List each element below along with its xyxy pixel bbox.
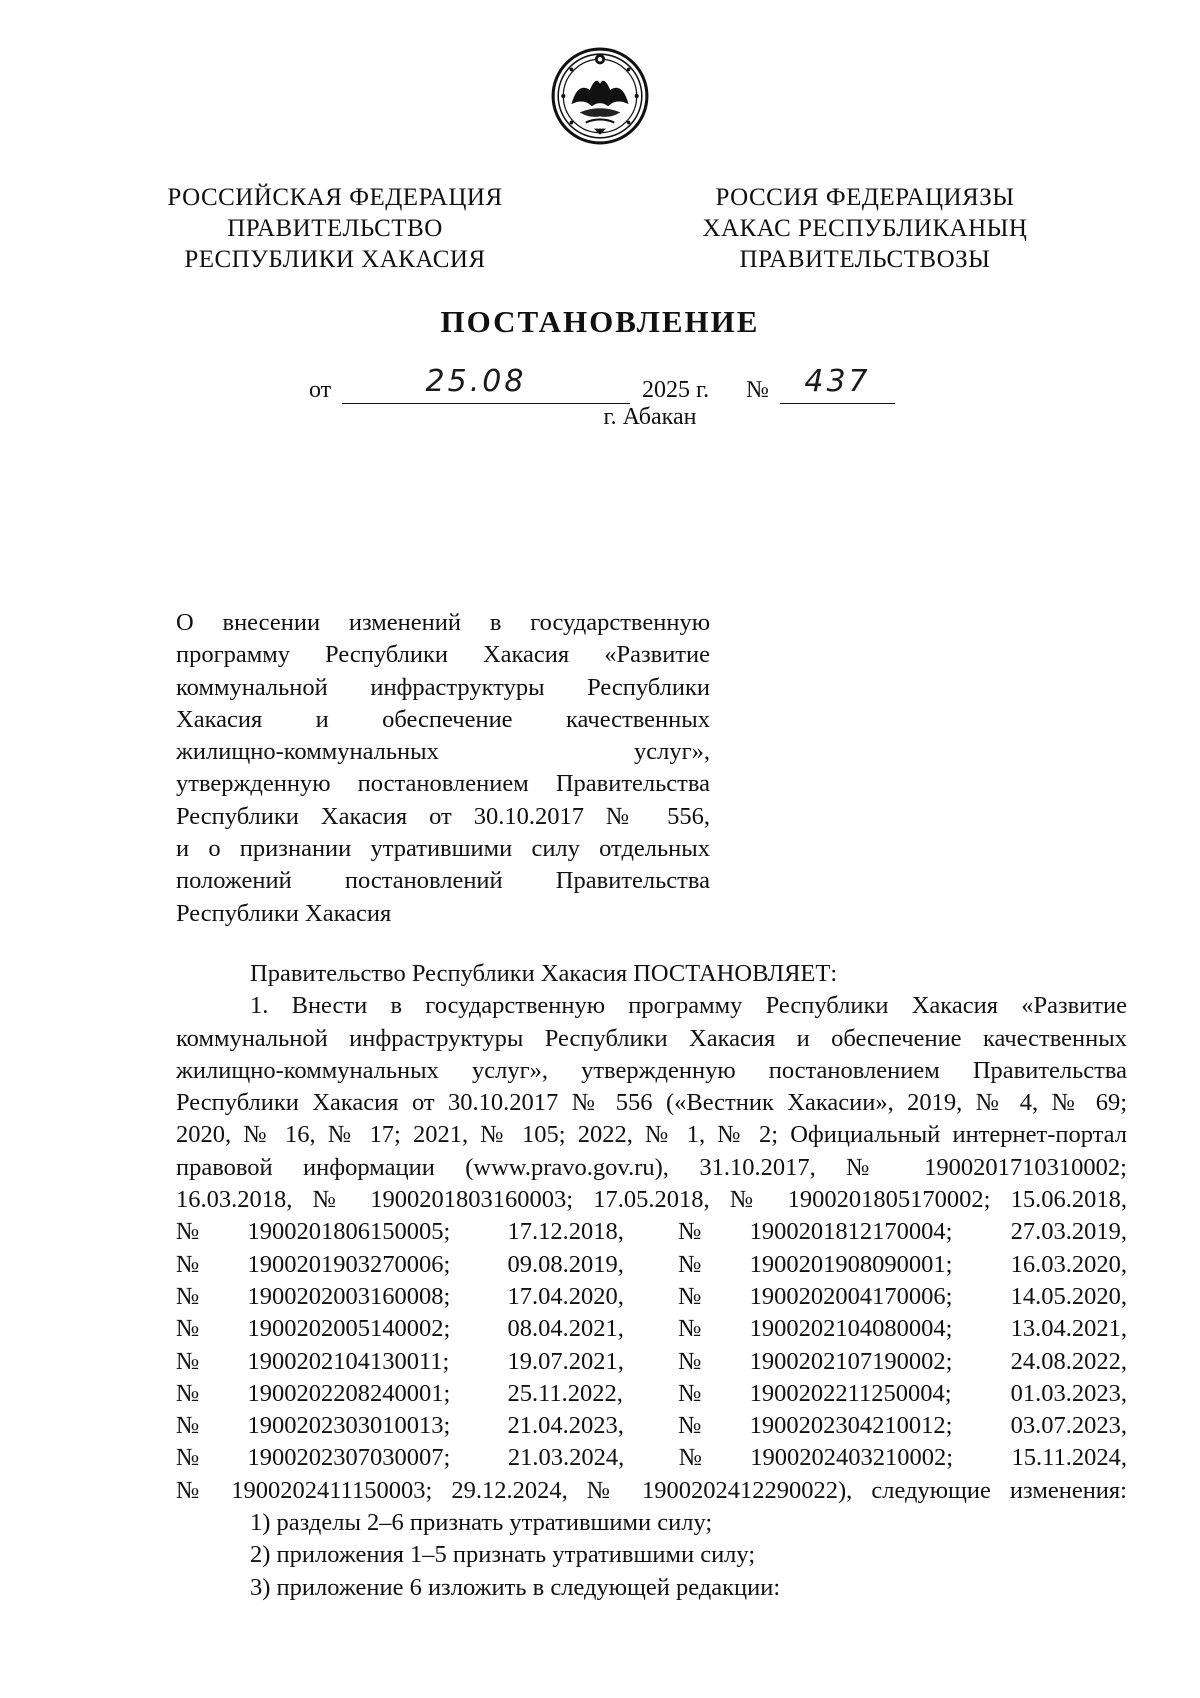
registry-cell: № xyxy=(678,1250,702,1278)
header-right-block xyxy=(680,182,1050,275)
registry-cell: 1900202107190002; xyxy=(749,1347,953,1375)
registry-cell: 19.07.2021, xyxy=(507,1347,624,1375)
registry-cell: № xyxy=(176,1412,200,1440)
registry-cell: 1900201908090001; xyxy=(749,1250,953,1278)
resolution-body xyxy=(176,958,1127,1604)
registry-cell: № xyxy=(678,1218,702,1246)
date-prefix: от xyxy=(309,377,332,403)
subject-line: О внесении изменений в государственную xyxy=(176,609,710,636)
registry-cell: 13.04.2021, xyxy=(1010,1315,1127,1343)
item-2: 2) приложения 1–5 признать утратившими силу; xyxy=(250,1541,756,1569)
registry-cell: № xyxy=(678,1282,702,1310)
paragraph-line: Республики Хакасия от 30.10.2017 № 556 («Вестник Хакасии», 2019, № 4, № 69; xyxy=(176,1089,1127,1117)
registry-cell: 15.11.2024, xyxy=(1011,1444,1127,1472)
registry-cell: 1900202004170006; xyxy=(749,1282,953,1310)
coat-of-arms-of-khakassia-icon xyxy=(549,45,651,147)
registry-cell: № xyxy=(176,1250,200,1278)
registry-cell: 08.04.2021, xyxy=(507,1315,624,1343)
registry-cell: 21.04.2023, xyxy=(507,1412,624,1440)
number-sign: № xyxy=(746,377,769,403)
document-title: ПОСТАНОВЛЕНИЕ xyxy=(440,304,760,339)
registry-cell: № xyxy=(678,1444,703,1472)
paragraph-line: коммунальной инфраструктуры Республики Хакасия и обеспечение качественных xyxy=(176,1024,1127,1052)
registry-cell: 1900202307030007; xyxy=(247,1444,451,1472)
registry-cell: 27.03.2019, xyxy=(1010,1218,1127,1246)
number-field xyxy=(780,364,895,404)
registry-cell: 17.12.2018, xyxy=(507,1218,624,1246)
registry-cell: 1900202208240001; xyxy=(247,1379,451,1407)
registry-cell: 1900202304210012; xyxy=(749,1412,953,1440)
registry-cell: № xyxy=(678,1379,702,1407)
registry-cell: 1900202303010013; xyxy=(247,1412,451,1440)
paragraph-line: 16.03.2018, № 1900201803160003; 17.05.2018, № 1900201805170002; 15.06.2018, xyxy=(176,1186,1127,1214)
registry-cell: 25.11.2022, xyxy=(507,1379,623,1407)
header-right-line-1: РОССИЯ ФЕДЕРАЦИЯЗЫ xyxy=(715,184,1015,211)
subject-line: и о признании утратившими силу отдельных xyxy=(176,835,710,863)
header-left-line-3: РЕСПУБЛИКИ ХАКАСИЯ xyxy=(184,246,486,273)
registry-cell: 17.04.2020, xyxy=(507,1282,624,1310)
registry-cell: 1900202403210002; xyxy=(750,1444,954,1472)
registry-row xyxy=(176,1313,1127,1345)
registry-cell: 1900202104080004; xyxy=(749,1315,953,1343)
registry-row xyxy=(176,1346,1127,1378)
registry-cell: № xyxy=(176,1282,200,1310)
paragraph-line: жилищно-коммунальных услуг», утвержденную постановлением Правительства xyxy=(176,1056,1127,1084)
city-label: г. Абакан xyxy=(603,404,697,430)
paragraph-line: правовой информации (www.pravo.gov.ru), 31.10.2017, № 1900201710310002; xyxy=(176,1153,1127,1181)
subject-line: Хакасия и обеспечение качественных xyxy=(176,705,710,733)
registry-cell: 1900202003160008; xyxy=(247,1282,451,1310)
registry-cell: № xyxy=(176,1444,200,1472)
registry-cell: 1900201806150005; xyxy=(247,1218,451,1246)
registry-cell: 24.08.2022, xyxy=(1010,1347,1127,1375)
registry-cell: 09.08.2019, xyxy=(507,1250,624,1278)
registry-cell: № xyxy=(678,1347,702,1375)
registry-cell: 01.03.2023, xyxy=(1010,1379,1127,1407)
registry-row xyxy=(176,1216,1127,1248)
year-label: 2025 г. xyxy=(642,377,710,403)
date-field xyxy=(342,364,630,404)
registry-cell: № xyxy=(176,1218,200,1246)
subject-line: утвержденную постановлением Правительства xyxy=(176,770,710,798)
registry-row xyxy=(176,1249,1127,1281)
closing-line: № 1900202411150003; 29.12.2024, № 1900202412290022), следующие изменения: xyxy=(176,1476,1127,1504)
registry-cell: 1900201812170004; xyxy=(749,1218,953,1246)
header-right-line-2: ХАКАС РЕСПУБЛИКАНЫҢ xyxy=(702,215,1028,242)
header-left-block xyxy=(150,182,520,275)
registry-row xyxy=(176,1378,1127,1410)
handwritten-number: 437 xyxy=(804,364,871,399)
item-1: 1) разделы 2–6 признать утратившими силу; xyxy=(250,1509,713,1537)
registry-cell: № xyxy=(176,1347,200,1375)
header-left-line-1: РОССИЙСКАЯ ФЕДЕРАЦИЯ xyxy=(167,184,503,211)
registry-cell: 16.03.2020, xyxy=(1010,1250,1127,1278)
registry-cell: 1900202211250004; xyxy=(749,1379,952,1407)
registry-list xyxy=(176,1216,1127,1474)
paragraph-line: 2020, № 16, № 17; 2021, № 105; 2022, № 1, № 2; Официальный интернет-портал xyxy=(176,1121,1127,1149)
registry-cell: 1900201903270006; xyxy=(247,1250,451,1278)
registry-cell: № xyxy=(678,1315,702,1343)
item-3: 3) приложение 6 изложить в следующей редакции: xyxy=(250,1573,781,1601)
registry-cell: № xyxy=(176,1379,200,1407)
subject-line: программу Республики Хакасия «Развитие xyxy=(176,641,710,669)
preamble: Правительство Республики Хакасия ПОСТАНОВЛЯЕТ: xyxy=(250,960,838,987)
subject-line: Республики Хакасия от 30.10.2017 № 556, xyxy=(176,802,710,830)
resolution-subject xyxy=(176,607,710,930)
subject-line: положений постановлений Правительства xyxy=(176,867,710,895)
registry-row xyxy=(176,1410,1127,1442)
registry-row xyxy=(176,1442,1127,1474)
handwritten-date: 25.08 xyxy=(425,364,527,399)
date-number-line xyxy=(0,364,1200,404)
subject-line: Республики Хакасия xyxy=(176,899,392,927)
header-right-line-3: ПРАВИТЕЛЬСТВОЗЫ xyxy=(739,246,991,273)
registry-cell: 03.07.2023, xyxy=(1010,1412,1127,1440)
subject-line: жилищно-коммунальных услуг», xyxy=(176,738,710,766)
paragraph-line: 1. Внести в государственную программу Республики Хакасия «Развитие xyxy=(250,992,1127,1020)
registry-cell: 1900202005140002; xyxy=(247,1315,451,1343)
registry-cell: № xyxy=(678,1412,702,1440)
registry-cell: 21.03.2024, xyxy=(507,1444,625,1472)
header-left-line-2: ПРАВИТЕЛЬСТВО xyxy=(227,215,443,242)
subject-line: коммунальной инфраструктуры Республики xyxy=(176,673,710,701)
registry-row xyxy=(176,1281,1127,1313)
registry-cell: 1900202104130011; xyxy=(247,1347,450,1375)
registry-cell: № xyxy=(176,1315,200,1343)
registry-cell: 14.05.2020, xyxy=(1010,1282,1127,1310)
